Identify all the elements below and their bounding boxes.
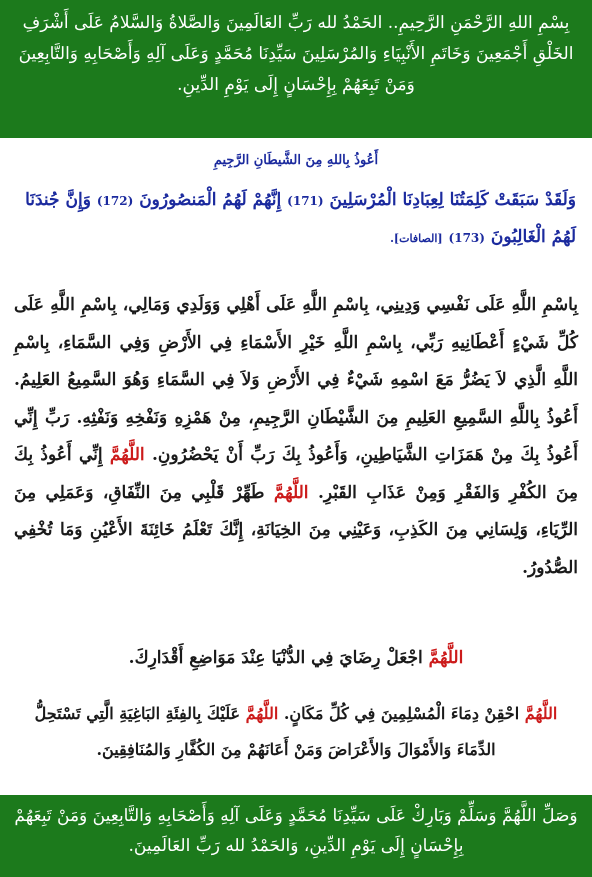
dua-protection-text1: احْقِنْ دِمَاءَ الْمُسْلِمِينَ فِي كُلِّ مَكَانٍ. <box>283 704 520 723</box>
verse-number-171: (171) <box>287 194 324 208</box>
istiadha-line: أَعُوذُ بِاللهِ مِنَ الشَّيطَانِ الرَّجِيمِ <box>213 153 379 168</box>
supplication-text-part1: بِاسْمِ اللَّهِ عَلَى نَفْسِي وَدِينِي، بِاسْمِ اللَّهِ عَلَى أَهْلِي وَوَلَدِي وَمَالِي، بِاسْمِ اللَّهِ عَلَى كُلِّ شَيْءٍ أَعْطَانِيهِ رَبِّي، بِاسْمِ اللَّهِ خَيْرِ الأَسْمَاءِ فِي الأَرْضِ وَفِي السَّمَاءِ، بِاسْمِ اللَّهِ الَّذِي لاَ يَضُرُّ مَعَ اسْمِهِ شَيْءٌ فِي الأَرْضِ وَلاَ فِي السَّمَاءِ وَهُوَ السَّمِيعُ العَلِيمُ. أَعُوذُ بِاللَّهِ السَّمِيعِ العَلِيمِ مِنَ الشَّيْطَانِ الرَّجِيمِ، مِنْ هَمْزِهِ وَنَفْخِهِ وَنَفْثِهِ. رَبِّ إِنِّي أَعُوذُ بِكَ مِنْ هَمَزَاتِ الشَّيَاطِينِ، وَأَعُوذُ بِكَ رَبِّ أَنْ يَحْضُرُونِ. <box>14 295 579 465</box>
allahumma-highlight: اللَّهُمَّ <box>428 648 464 668</box>
dua-protection-text2: عَلَيْكَ بِالفِئَةِ البَاغِيَةِ الَّتِي تَسْتَحِلُّ الدِّمَاءَ وَالأَمْوَالَ وَالأَعْرَاضَ وَمَنْ أَعَانَهُمْ مِنَ الكُفَّارِ وَالمُنَافِقِينَ. <box>34 704 496 759</box>
allahumma-highlight: اللَّهُمَّ <box>109 445 145 465</box>
supplication-text-part3: طَهِّرْ قَلْبِي مِنَ النِّفَاقِ، وَعَمَلِي مِنَ الرِّيَاءِ، وَلِسَانِي مِنَ الكَذِبِ، وَعَيْنِي مِنَ الخِيَانَةِ، إِنَّكَ تَعْلَمُ خَائِنَةَ الأَعْيُنِ وَمَا تُخْفِي الصُّدُورُ. <box>14 482 578 578</box>
closing-footer-box <box>0 795 592 877</box>
allahumma-highlight: اللَّهُمَّ <box>524 704 558 723</box>
dua-protection-block <box>0 696 592 784</box>
verse-number-172: (172) <box>96 194 134 208</box>
opening-basmala-text: بِسْمِ اللهِ الرَّحْمَنِ الرَّحِيمِ.. الحَمْدُ لله رَبِّ العَالَمِينَ وَالصَّلاةُ وَالسَّلامُ عَلَى أَشْرَفِ الخَلْقِ أَجْمَعِينَ وَخَاتَمِ الأَنْبِيَاءِ وَالمُرْسَلِينَ سَيِّدِنَا مُحَمَّدٍ وَعَلَى آلِهِ وَأَصْحَابِهِ وَالتَّابِعِينَ وَمَنْ تَبِعَهُمْ بِإِحْسَانٍ إِلَى يَوْمِ الدِّينِ. <box>18 13 574 95</box>
verse-number-173: (173) <box>448 231 485 245</box>
supplication-paragraph <box>0 281 592 621</box>
allahumma-highlight: اللَّهُمَّ <box>273 482 309 503</box>
verse-171-text: وَلَقَدْ سَبَقَتْ كَلِمَتُنَا لِعِبَادِنَا الْمُرْسَلِينَ <box>329 190 576 210</box>
surah-source-label: [الصافات]. <box>390 232 443 245</box>
dua-contentment-text: اجْعَلْ رِضَايَ فِي الدُّنْيَا عِنْدَ مَوَاضِعِ أَقْدَارِكَ. <box>128 648 423 668</box>
closing-salawat-text: وَصَلِّ اللَّهُمَّ وَسَلِّمْ وَبَارِكْ عَلَى سَيِّدِنَا مُحَمَّدٍ وَعَلَى آلِهِ وَأَصْحَابِهِ وَالتَّابِعِينَ وَمَنْ تَبِعَهُمْ بِإِحْسَانٍ إِلَى يَوْمِ الدِّينِ، وَالحَمْدُ لله رَبِّ العَالَمِينَ. <box>14 806 578 856</box>
verse-172-text: إِنَّهُمْ لَهُمُ الْمَنصُورُونَ <box>139 190 282 210</box>
allahumma-highlight: اللَّهُمَّ <box>245 704 279 723</box>
opening-header-box <box>0 0 592 138</box>
dua-contentment-line <box>0 640 592 680</box>
quran-verse-block <box>0 176 592 271</box>
verse-173-text: وَإِنَّ جُندَنَا لَهُمُ الْغَالِبُونَ <box>25 190 576 247</box>
supplication-text-part2: إِنِّي أَعُوذُ بِكَ مِنَ الكُفْرِ وَالفَقْرِ وَمِنْ عَذَابِ القَبْرِ. <box>14 445 579 503</box>
